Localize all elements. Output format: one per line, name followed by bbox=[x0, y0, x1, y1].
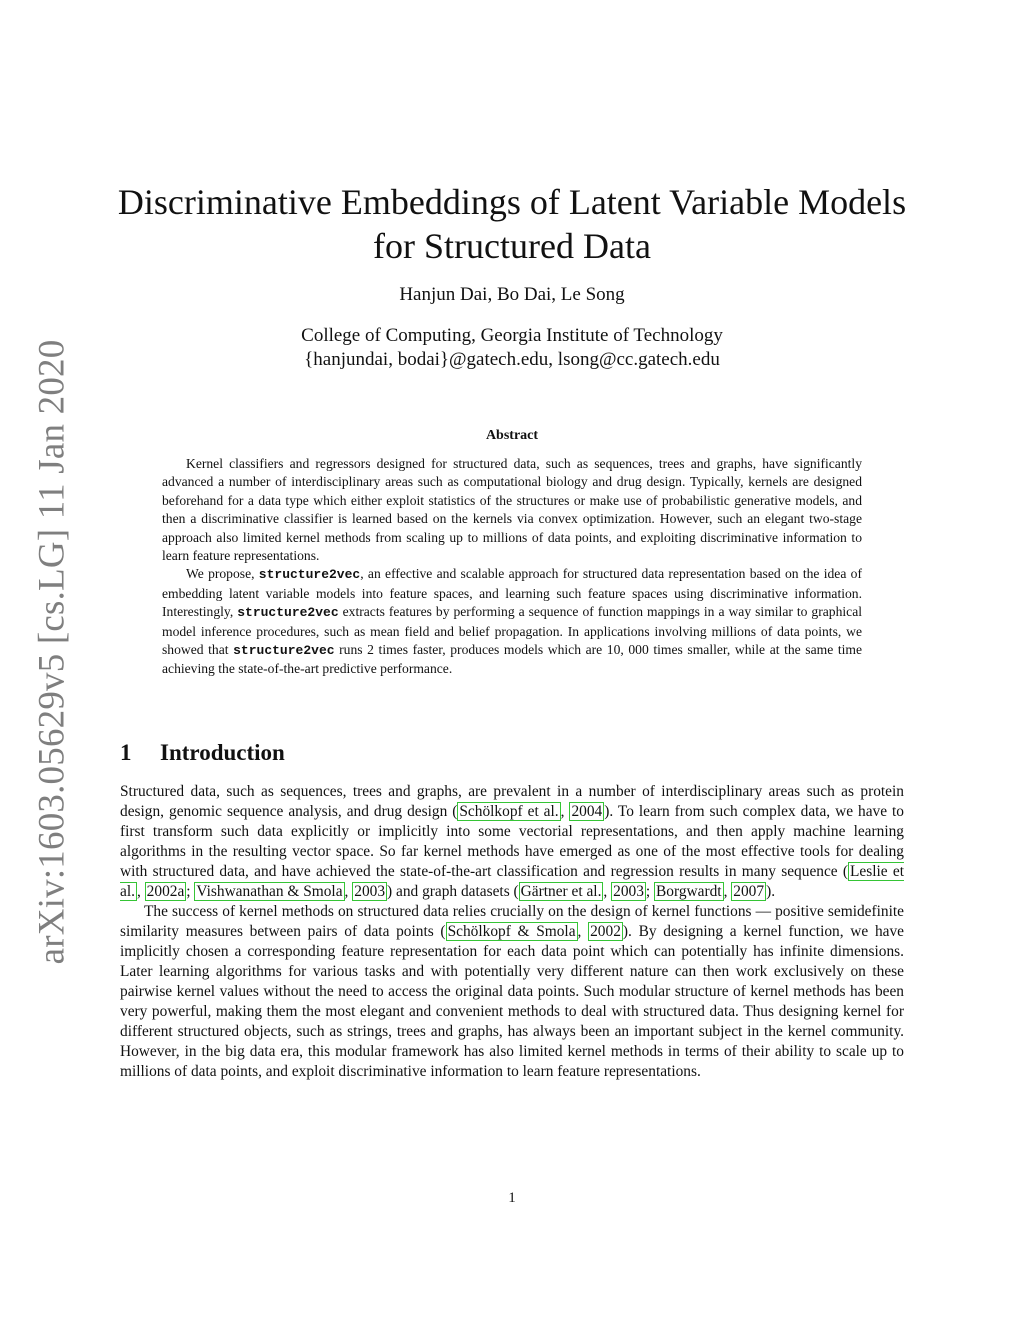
section-heading-introduction bbox=[120, 740, 285, 766]
citation-year-link[interactable]: 2007 bbox=[733, 883, 765, 900]
abstract-paragraph-1: Kernel classifiers and regressors designed for structured data, such as sequences, trees and graphs, have significantly advanced a number of interdisciplinary areas such as computational biology and drug design. Typically, kernels are designed beforehand for a data type which either exploit statistics of the structures or make use of probabilistic generative models, and then a discriminative classifier is learned based on the kernels via convex optimization. However, such an elegant two-stage approach also limited kernel methods from scaling up to millions of data points, and exploiting discriminative information to learn feature representations. bbox=[162, 456, 862, 564]
intro-text: ; bbox=[186, 883, 195, 900]
abstract-p2-text: runs 2 times faster, produces models which are 10, 000 times smaller, while at the same time achieving the state-of-the-art predictive performance. bbox=[162, 642, 862, 677]
author-list: Hanjun Dai, Bo Dai, Le Song bbox=[399, 284, 625, 305]
abstract-p2-text: extracts features by performing a sequence of function mappings in a way similar to graphical model inference procedures, such as mean field and belief propagation. In applications involving millions of data points, we showed that bbox=[162, 604, 863, 658]
affiliation-emails: {hanjundai, bodai}@gatech.edu, lsong@cc.gatech.edu bbox=[304, 349, 720, 370]
method-name-code: structure2vec bbox=[237, 605, 339, 621]
citation-link[interactable]: Gärtner et al. bbox=[520, 883, 602, 900]
intro-text: , bbox=[136, 883, 145, 900]
section-number: 1 bbox=[120, 740, 132, 765]
intro-text: ) and graph datasets ( bbox=[387, 883, 519, 900]
citation-year-link[interactable]: 2004 bbox=[571, 803, 603, 820]
affiliation-block bbox=[100, 324, 924, 372]
intro-text: , bbox=[560, 803, 570, 820]
abstract-paragraph-2 bbox=[162, 565, 862, 678]
citation-year-link[interactable]: 2003 bbox=[354, 883, 386, 900]
intro-text: Structured data, such as sequences, trees and graphs, are prevalent in a number of interdisciplinary areas such as protein design, genomic sequence analysis, and drug design ( bbox=[120, 783, 904, 820]
introduction-body bbox=[120, 782, 904, 1082]
abstract-body bbox=[162, 455, 862, 679]
method-name-code: structure2vec bbox=[233, 643, 335, 659]
arxiv-identifier-stamp: arXiv:1603.05629v5 [cs.LG] 11 Jan 2020 bbox=[31, 339, 73, 965]
intro-text: ). To learn from such complex data, we have to first transform such data explicitly or implicitly into some vectorial representations, and then apply machine learning algorithms in the resulting vector space. So far kernel methods have emerged as one of the most effective tools for dealing with structured data, and have achieved the state-of-the-art classification and regression results in many sequence ( bbox=[120, 803, 905, 880]
abstract-p2-text: , an effective and scalable approach for structured data representation based on the idea of embedding latent variable models into feature spaces, and learning such feature spaces using discriminative information. Interestingly, bbox=[162, 566, 862, 620]
intro-text: The success of kernel methods on structured data relies crucially on the design of kernel functions — positive semidefinite similarity measures between pairs of data points ( bbox=[120, 903, 904, 940]
citation-year-link[interactable]: 2003 bbox=[613, 883, 644, 900]
intro-text: ). By designing a kernel function, we have implicitly chosen a corresponding feature representation for each data point which can potentially has infinite dimensions. Later learning algorithms for various tasks and with potentially very different nature can then work exclusively on these pairwise kernel values without the need to access the original data points. Such modular structure of kernel methods has been very powerful, making them the most elegant and convenient methods to deal with structured data. Thus designing kernel for different structured objects, such as strings, trees and graphs, has always been an important subject in the kernel community. However, in the big data era, this modular framework has also limited kernel methods in terms of their ability to scale up to millions of data points, and exploit discriminative information to learn feature representations. bbox=[120, 923, 904, 1080]
intro-text: , bbox=[603, 883, 612, 900]
paper-title bbox=[100, 180, 924, 268]
method-name-code: structure2vec bbox=[258, 567, 361, 583]
citation-link[interactable]: Leslie et al. bbox=[120, 863, 905, 900]
intro-paragraph-1 bbox=[120, 782, 904, 902]
citation-year-link[interactable]: 2002 bbox=[590, 923, 621, 940]
intro-text: ). bbox=[766, 883, 776, 900]
citation-link[interactable]: Schölkopf & Smola bbox=[447, 923, 576, 940]
citation-link[interactable]: Schölkopf et al. bbox=[459, 803, 559, 820]
title-line-2: for Structured Data bbox=[373, 226, 651, 266]
title-line-1: Discriminative Embeddings of Latent Variable Models bbox=[117, 182, 907, 222]
page-number: 1 bbox=[508, 1190, 516, 1206]
citation-link[interactable]: Borgwardt bbox=[656, 883, 722, 900]
intro-text: , bbox=[723, 883, 732, 900]
intro-text: , bbox=[344, 883, 353, 900]
citation-link[interactable]: Vishwanathan & Smola bbox=[196, 883, 343, 900]
citation-year-link[interactable]: 2002a bbox=[146, 883, 185, 900]
affiliation-institution: College of Computing, Georgia Institute of Technology bbox=[301, 325, 723, 346]
intro-paragraph-2 bbox=[120, 902, 904, 1082]
intro-text: , bbox=[577, 923, 589, 940]
intro-text: ; bbox=[645, 883, 655, 900]
abstract-heading: Abstract bbox=[485, 428, 539, 443]
abstract-p2-text: We propose, bbox=[186, 566, 259, 582]
section-title: Introduction bbox=[160, 740, 285, 765]
